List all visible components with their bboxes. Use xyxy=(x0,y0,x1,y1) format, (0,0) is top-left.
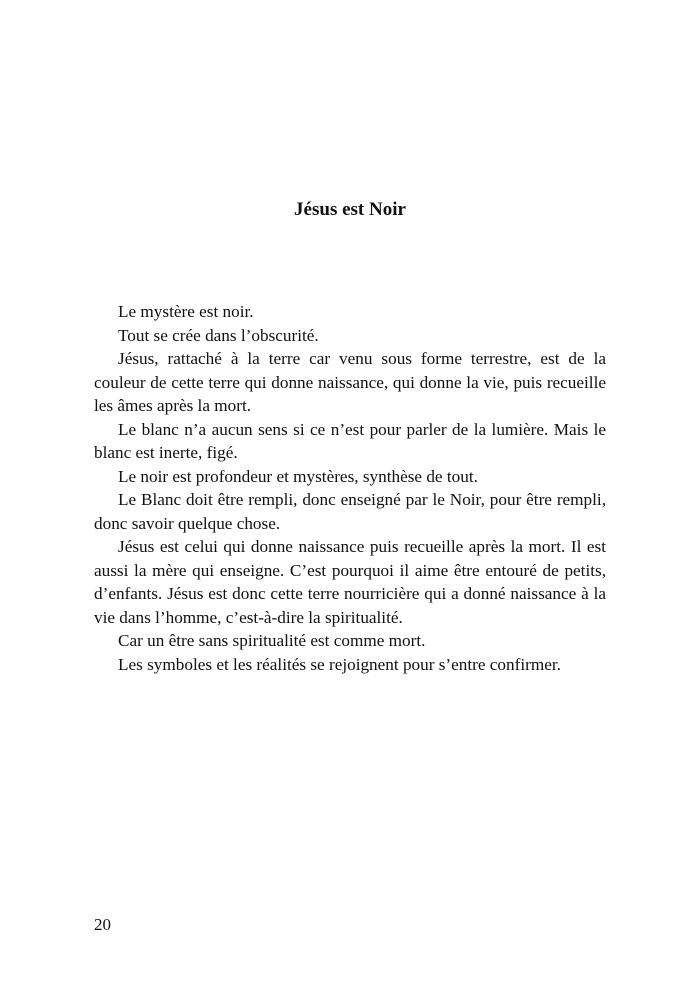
paragraph: Jésus est celui qui donne naissance puis recueille après la mort. Il est aussi la mère qui enseigne. C’est pourquoi il aime être entouré de petits, d’enfants. Jésus est donc cette terre nourricière qui a donné naissance à la vie dans l’homme, c’est-à-dire la spiritualité. xyxy=(94,537,606,627)
paragraph: Le mystère est noir. xyxy=(118,302,254,321)
paragraph: Jésus, rattaché à la terre car venu sous forme terrestre, est de la couleur de cette terre qui donne naissance, qui donne la vie, puis recueille les âmes après la mort. xyxy=(94,349,606,415)
page-number: 20 xyxy=(94,915,111,934)
paragraph: Le noir est profondeur et mystères, synthèse de tout. xyxy=(118,466,478,486)
paragraph: Car un être sans spiritualité est comme mort. xyxy=(118,631,426,650)
paragraph: Le blanc n’a aucun sens si ce n’est pour parler de la lumière. Mais le blanc est inerte, figé. xyxy=(94,419,606,462)
paragraph: Le Blanc doit être rempli, donc enseigné par le Noir, pour être rempli, donc savoir quelque chose. xyxy=(94,490,606,533)
chapter-body xyxy=(94,300,606,676)
chapter-title: Jésus est Noir xyxy=(294,199,406,220)
paragraph: Les symboles et les réalités se rejoignent pour s’entre confirmer. xyxy=(118,654,561,674)
paragraph: Tout se crée dans l’obscurité. xyxy=(118,325,319,345)
